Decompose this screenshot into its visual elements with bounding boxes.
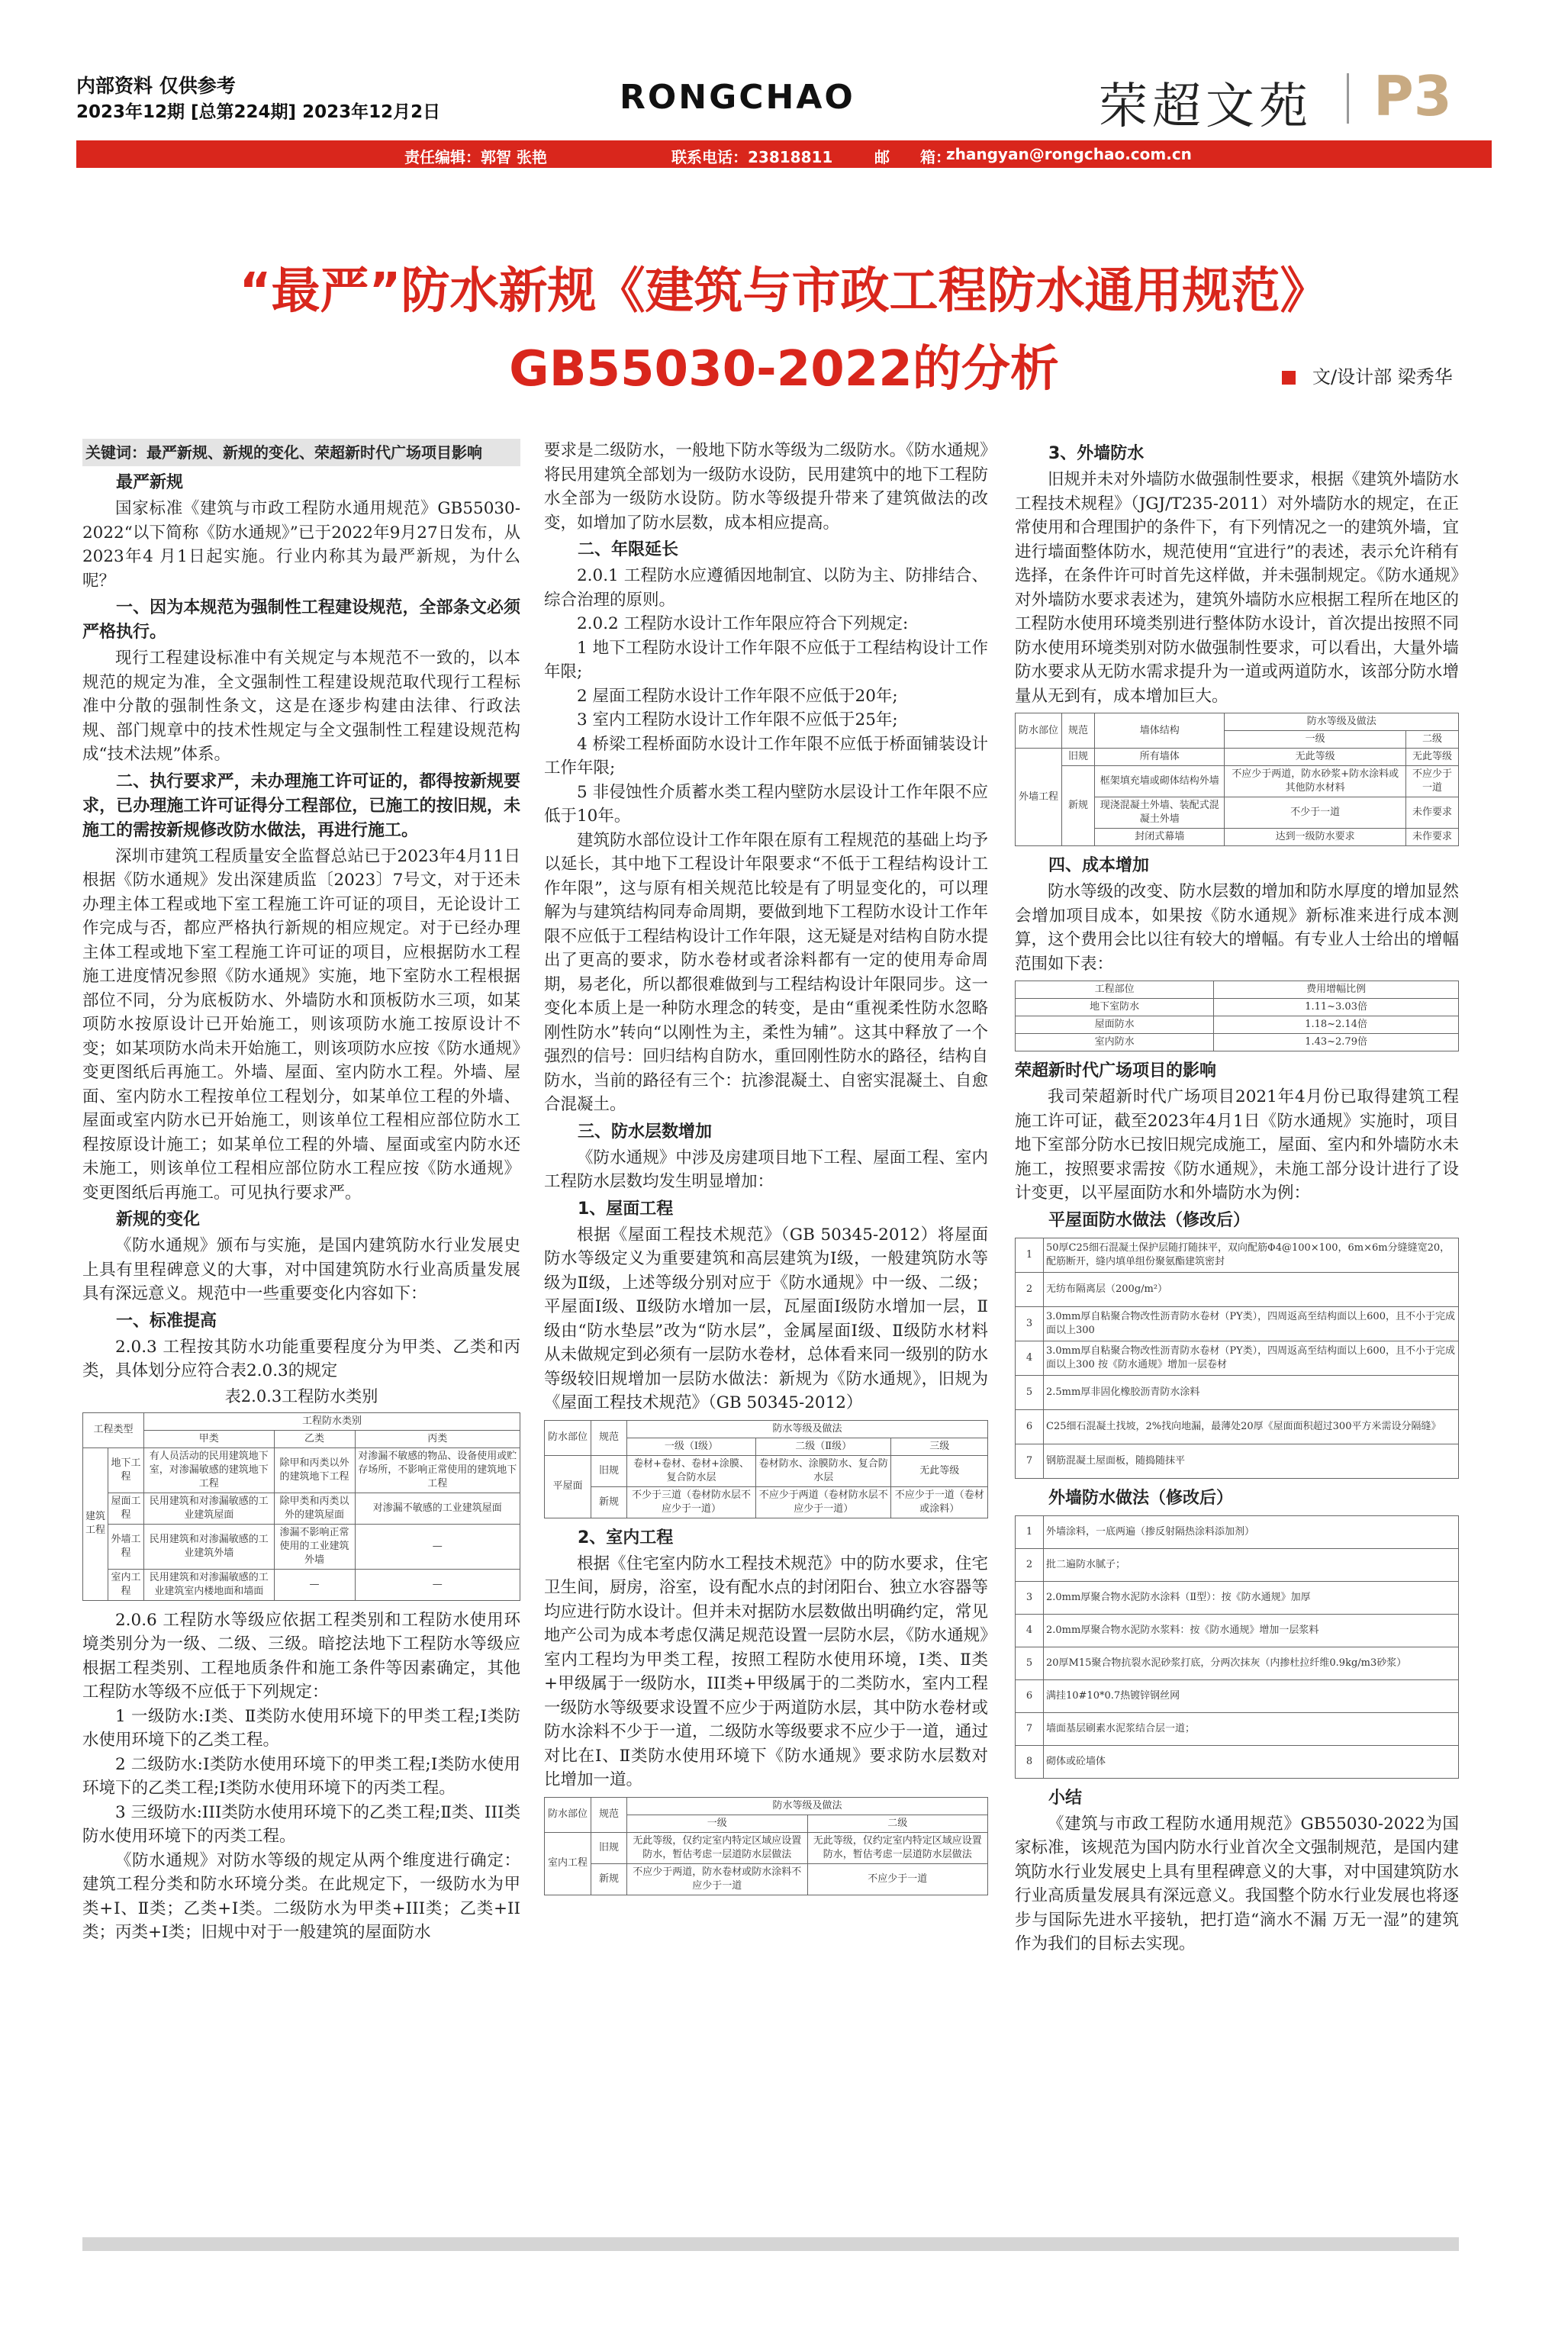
table-cell: 无此等级，仅约定室内特定区域应设置防水，暂估考虑一层道防水层做法 <box>807 1832 988 1863</box>
table-cell: 地下工程 <box>108 1447 144 1493</box>
table-cell: 平屋面 <box>545 1455 591 1518</box>
table-cell: 新规 <box>591 1863 627 1895</box>
table-header: 防水等级及做法 <box>627 1420 988 1438</box>
table-cell: 除甲和丙类以外的建筑地下工程 <box>274 1447 355 1493</box>
table-cell: 不少于三道（卷材防水层不应少于一道） <box>627 1486 756 1518</box>
step-description: C25细石混凝土找坡，2%找向地漏，最薄处20厚《屋面面积超过300平方米需设分隔缝》 <box>1044 1409 1459 1444</box>
table-cell: 除甲类和丙类以外的建筑屋面 <box>274 1493 355 1524</box>
keywords: 关键词：最严新规、新规的变化、荣超新时代广场项目影响 <box>82 439 520 466</box>
step-row <box>1016 1614 1459 1647</box>
paragraph: 2 屋面工程防水设计工作年限不应低于20年; <box>577 686 898 706</box>
heading-1: 一、因为本规范为强制性工程建设规范，全部条文必须严格执行。 <box>82 598 520 642</box>
table-cell: — <box>355 1524 520 1569</box>
step-number: 6 <box>1016 1679 1044 1712</box>
table-cell: 对渗漏不敏感的物品、设备使用或贮存场所，不影响正常使用的建筑地下工程 <box>355 1447 520 1493</box>
step-description: 钢筋混凝土屋面板，随捣随抹平 <box>1044 1444 1459 1478</box>
step-description: 3.0mm厚自粘聚合物改性沥青防水卷材（PY类），四周返高至结构面以上600，且不小于完成面以上300 <box>1044 1306 1459 1341</box>
step-number: 1 <box>1016 1515 1044 1548</box>
step-row <box>1016 1238 1459 1272</box>
table-cell: 封闭式幕墙 <box>1095 829 1225 846</box>
paragraph: 4 桥梁工程桥面防水设计工作年限不应低于桥面铺装设计工作年限; <box>544 734 988 778</box>
step-row <box>1016 1745 1459 1778</box>
step-row <box>1016 1712 1459 1745</box>
step-number: 4 <box>1016 1341 1044 1375</box>
column-1 <box>82 439 520 1945</box>
paragraph: 《防水通规》对防水等级的规定从两个维度进行确定：建筑工程分类和防水环境分类。在此规定下，一级防水为甲类+Ⅰ、Ⅱ类；乙类+Ⅰ类。二级防水为甲类+III类；乙类+II类；丙类+Ⅰ类；旧规中对于一般建筑的屋面防水 <box>82 1850 520 1942</box>
step-description: 批二遍防水腻子； <box>1044 1548 1459 1581</box>
heading-zuiyan: 最严新规 <box>116 473 184 492</box>
table-cell: 室内工程 <box>108 1569 144 1600</box>
paragraph: 1 一级防水:Ⅰ类、Ⅱ类防水使用环境下的甲类工程;Ⅰ类防水使用环境下的乙类工程。 <box>82 1706 520 1750</box>
column-name: 荣超文苑 <box>1099 79 1312 135</box>
column-3 <box>1015 439 1459 1956</box>
step-row <box>1016 1375 1459 1409</box>
table-cell: 渗漏不影响正常使用的工业建筑外墙 <box>274 1524 355 1569</box>
table-cell: 民用建筑和对渗漏敏感的工业建筑外墙 <box>144 1524 275 1569</box>
heading-wall-method: 外墙防水做法（修改后） <box>1048 1488 1234 1508</box>
heading-roof: 1、屋面工程 <box>578 1199 674 1219</box>
table-header: 费用增幅比例 <box>1214 981 1459 999</box>
paragraph: 2.0.1 工程防水应遵循因地制宜、以防为主、防排结合、综合治理的原则。 <box>544 566 988 610</box>
paragraph: 1 地下工程防水设计工作年限不应低于工程结构设计工作年限; <box>544 638 988 681</box>
table-cell: 不应少于一道 <box>807 1863 988 1895</box>
step-number: 7 <box>1016 1444 1044 1478</box>
table-cell: 无此等级，仅约定室内特定区域应设置防水，暂估考虑一层道防水层做法 <box>627 1832 808 1863</box>
table-cell: 屋面防水 <box>1016 1016 1214 1034</box>
paragraph: 3 室内工程防水设计工作年限不应低于25年; <box>577 710 898 729</box>
step-description: 外墙涂料，一底两遍（掺反射隔热涂料添加剂） <box>1044 1515 1459 1548</box>
table-cell: 不应少于两道，防水砂浆+防水涂料或其他防水材料 <box>1225 766 1406 797</box>
step-description: 2.0mm厚聚合物水泥防水涂料（Ⅱ型）：按《防水通规》加厚 <box>1044 1581 1459 1614</box>
step-number: 8 <box>1016 1745 1044 1778</box>
table-indoor-compare <box>544 1797 988 1895</box>
article-title-line2: GB55030-2022的分析 <box>509 341 1059 398</box>
table-cell: 新规 <box>591 1486 627 1518</box>
paragraph: 5 非侵蚀性介质蓄水类工程内壁防水层设计工作年限不应低于10年。 <box>544 782 988 826</box>
brand-logo: RONGCHAO <box>620 78 855 117</box>
table-roof-compare <box>544 1420 988 1518</box>
table-header: 二级（Ⅱ级） <box>755 1438 890 1455</box>
table-cell: 室内防水 <box>1016 1034 1214 1051</box>
table-project-class <box>82 1412 520 1601</box>
table-cell: 外墙工程 <box>108 1524 144 1569</box>
table-cell: 卷材防水、涂膜防水、复合防水层 <box>755 1455 890 1486</box>
paragraph: 2.0.6 工程防水等级应依据工程类别和工程防水使用环境类别分为一级、二级、三级。暗挖法地下工程防水等级应根据工程类别、工程地质条件和施工条件等因素确定，其他工程防水等级不应低于下列规定： <box>82 1610 520 1702</box>
table-header: 防水部位 <box>545 1797 591 1832</box>
table-cell: 未作要求 <box>1405 797 1458 829</box>
author-byline <box>1282 362 1453 388</box>
table-cell: 民用建筑和对渗漏敏感的工业建筑室内楼地面和墙面 <box>144 1569 275 1600</box>
paragraph: 深圳市建筑工程质量安全监督总站已于2023年4月11日根据《防水通规》发出深建质监〔2023〕7号文，对于还未办理主体工程或地下室工程施工许可证的项目，无论设计工作完成与否，都应严格执行新规的相应规定。对于已经办理主体工程或地下室工程施工许可证的项目，应根据防水工程施工进度情况参照《防水通规》实施，地下室防水工程根据部位不同，分为底板防水、外墙防水和顶板防水三项，如某项防水按原设计已开始施工，则该项防水施工按原设计不变；如某项防水尚未开始施工，则该项防水应按《防水通规》变更图纸后再施工。外墙、屋面、室内防水工程。外墙、屋面、室内防水工程按单位工程划分，如某单位工程的外墙、屋面或室内防水已开始施工，则该单位工程相应部位防水工程按原设计施工；如某单位工程的外墙、屋面或室内防水还未施工，则该单位工程相应部位防水工程应按《防水通规》变更图纸后再施工。可见执行要求严。 <box>82 846 520 1203</box>
paragraph: 我司荣超新时代广场项目2021年4月份已取得建筑工程施工许可证，截至2023年4月1日《防水通规》实施时，项目地下室部分防水已按旧规完成施工，屋面、室内和外墙防水未施工，按照要求需按《防水通规》，未施工部分设计进行了设计变更，以平屋面防水和外墙防水为例： <box>1015 1087 1459 1203</box>
step-row <box>1016 1272 1459 1306</box>
table-header: 丙类 <box>355 1430 520 1447</box>
bullet-square-icon <box>1282 371 1296 385</box>
table-header: 乙类 <box>274 1430 355 1447</box>
step-row <box>1016 1647 1459 1679</box>
step-description: 20厚M15聚合物抗裂水泥砂浆打底，分两次抹灰（内掺杜拉纤维0.9kg/m3砂浆） <box>1044 1647 1459 1679</box>
table-wall-steps <box>1015 1515 1459 1779</box>
step-number: 5 <box>1016 1647 1044 1679</box>
heading-standard: 一、标准提高 <box>116 1311 217 1331</box>
step-number: 2 <box>1016 1272 1044 1306</box>
step-row <box>1016 1548 1459 1581</box>
article-title-line1: “最严”防水新规《建筑与市政工程防水通用规范》 <box>239 263 1329 320</box>
paragraph: 《建筑与市政工程防水通用规范》GB55030-2022为国家标准，该规范为国内防水行业首次全文强制规范，是国内建筑防水行业发展史上具有里程碑意义的大事，对中国建筑防水行业高质量发展具有深远意义。我国整个防水行业发展也将逐步与国际先进水平接轨，把打造“滴水不漏 万无一湿”的建筑作为我们的目标去实现。 <box>1015 1814 1459 1953</box>
step-description: 墙面基层刷素水泥浆结合层一道； <box>1044 1712 1459 1745</box>
table-cell: — <box>355 1569 520 1600</box>
table-cell: 框架填充墙或砌体结构外墙 <box>1095 766 1225 797</box>
heading-summary: 小结 <box>1048 1788 1083 1808</box>
heading-change: 新规的变化 <box>116 1210 201 1229</box>
paragraph: 《防水通规》中涉及房建项目地下工程、屋面工程、室内工程防水层数均发生明显增加： <box>544 1148 988 1191</box>
step-description: 满挂10#10*0.7热镀锌钢丝网 <box>1044 1679 1459 1712</box>
step-description: 3.0mm厚自粘聚合物改性沥青防水卷材（PY类），四周返高至结构面以上600，且不小于完成面以上300 按《防水通规》增加一层卷材 <box>1044 1341 1459 1375</box>
paragraph: 要求是二级防水，一般地下防水等级为二级防水。《防水通规》将民用建筑全部划为一级防水设防，民用建筑中的地下工程防水全部为一级防水设防。防水等级提升带来了建筑做法的改变，如增加了防水层数，成本相应提高。 <box>544 441 988 533</box>
table-header: 工程类型 <box>83 1412 144 1447</box>
step-number: 3 <box>1016 1306 1044 1341</box>
table-cell: 有人员活动的民用建筑地下室，对渗漏敏感的建筑地下工程 <box>144 1447 275 1493</box>
table-cell: 无此等级 <box>1405 749 1458 766</box>
paragraph: 防水等级的改变、防水层数的增加和防水厚度的增加显然会增加项目成本，如果按《防水通规》新标准来进行成本测算，这个费用会比以往有较大的增幅。有专业人士给出的增幅范围如下表： <box>1015 882 1459 974</box>
heading-year: 二、年限延长 <box>578 540 679 559</box>
table-cell: 不应少于一道（卷材或涂料） <box>891 1486 988 1518</box>
heading-indoor: 2、室内工程 <box>578 1528 674 1547</box>
table-header: 甲类 <box>144 1430 275 1447</box>
email-text: zhangyan@rongchao.com.cn <box>946 145 1192 163</box>
table-cell: 现浇混凝土外墙、装配式混凝土外墙 <box>1095 797 1225 829</box>
paragraph: 2.0.3 工程按其防水功能重要程度分为甲类、乙类和丙类，具体划分应符合表2.0.3的规定 <box>82 1337 520 1380</box>
table-cell: 卷材+卷材、卷材+涂膜、复合防水层 <box>627 1455 756 1486</box>
heading-cost: 四、成本增加 <box>1048 856 1150 875</box>
table-cell: 室内工程 <box>545 1832 591 1895</box>
table-cell: 旧规 <box>591 1832 627 1863</box>
step-row <box>1016 1581 1459 1614</box>
table-wall-compare <box>1015 713 1459 846</box>
table-header: 工程防水类别 <box>144 1412 520 1430</box>
step-description: 砌体或砼墙体 <box>1044 1745 1459 1778</box>
paragraph: 根据《住宅室内防水工程技术规范》中的防水要求，住宅卫生间，厨房，浴室，设有配水点的封闭阳台、独立水容器等均应进行防水设计。但并未对据防水层数做出明确约定，常见地产公司为成本考虑仅满足规范设置一层防水层，《防水通规》室内工程均为甲类工程，按照工程防水使用环境，Ⅰ类、Ⅱ类+甲级属于一级防水，III类+甲级属于的二类防水，室内工程一级防水等级要求设置不应少于两道防水层，其中防水卷材或防水涂料不少于一道，二级防水等级要求不应少于一道，通过对比在Ⅰ、Ⅱ类防水使用环境下《防水通规》要求防水层数对比增加一道。 <box>544 1554 988 1789</box>
table-cell: 达到一级防水要求 <box>1225 829 1406 846</box>
table-cell: 地下室防水 <box>1016 999 1214 1016</box>
step-number: 1 <box>1016 1238 1044 1272</box>
table-cell: 建筑工程 <box>83 1447 108 1600</box>
table-header: 规范 <box>591 1797 627 1832</box>
paragraph: 《防水通规》颁布与实施，是国内建筑防水行业发展史上具有里程碑意义的大事，对中国建筑防水行业高质量发展具有深远意义。规范中一些重要变化内容如下： <box>82 1236 520 1303</box>
table-cell: 旧规 <box>1062 749 1095 766</box>
table-caption: 表2.0.3工程防水类别 <box>224 1386 378 1406</box>
table-cell: 所有墙体 <box>1095 749 1225 766</box>
paragraph: 2 二级防水:Ⅰ类防水使用环境下的甲类工程;Ⅰ类防水使用环境下的乙类工程;Ⅰ类防水使用环境下的丙类工程。 <box>82 1754 520 1798</box>
paragraph: 3 三级防水:III类防水使用环境下的乙类工程;Ⅱ类、III类防水使用环境下的丙类工程。 <box>82 1802 520 1846</box>
step-description: 2.0mm厚聚合物水泥防水浆料：按《防水通规》增加一层浆料 <box>1044 1614 1459 1647</box>
table-cell: 新规 <box>1062 766 1095 846</box>
step-number: 2 <box>1016 1548 1044 1581</box>
step-description: 50厚C25细石混凝土保护层随打随抹平，双向配筋Φ4@100×100，6m×6m分缝缝宽20，配筋断开，缝内填单组份聚氨酯建筑密封 <box>1044 1238 1459 1272</box>
page-number: P3 <box>1373 64 1452 128</box>
table-cell: 外墙工程 <box>1016 749 1062 846</box>
step-row <box>1016 1444 1459 1478</box>
issue-date: 2023年12期 [总第224期] 2023年12月2日 <box>76 102 441 122</box>
table-header: 防水部位 <box>545 1420 591 1455</box>
step-number: 7 <box>1016 1712 1044 1745</box>
divider <box>1347 73 1349 124</box>
table-cell: — <box>274 1569 355 1600</box>
table-cell: 1.11~3.03倍 <box>1214 999 1459 1016</box>
table-header: 二级 <box>807 1815 988 1832</box>
author-text: 文/设计部 梁秀华 <box>1312 366 1453 388</box>
paragraph: 根据《屋面工程技术规范》（GB 50345-2012）将屋面防水等级定义为重要建筑和高层建筑为Ⅰ级，一般建筑防水等级为Ⅱ级，上述等级分别对应于《防水通规》中一级、二级；平屋面Ⅰ级、Ⅱ级防水增加一层，瓦屋面Ⅰ级防水增加一层，Ⅱ级由“防水垫层”改为“防水层”，金属屋面Ⅰ级、Ⅱ级防水材料从未做规定到必须有一层防水卷材，总体看来同一级别的防水等级较旧规增加一层防水做法：新规为《防水通规》，旧规为《屋面工程技术规范》（GB 50345-2012） <box>544 1225 988 1412</box>
heading-project: 荣超新时代广场项目的影响 <box>1015 1061 1217 1080</box>
step-description: 无纺布隔离层（200g/m²） <box>1044 1272 1459 1306</box>
paragraph: 国家标准《建筑与市政工程防水通用规范》GB55030-2022“以下简称《防水通规》”已于2022年9月27日发布，从2023年4 月1日起实施。行业内称其为最严新规，为什么呢？ <box>82 499 520 591</box>
step-row <box>1016 1409 1459 1444</box>
heading-layer: 三、防水层数增加 <box>578 1122 713 1142</box>
table-header: 防水部位 <box>1016 713 1062 749</box>
step-row <box>1016 1679 1459 1712</box>
table-header: 工程部位 <box>1016 981 1214 999</box>
editor-text: 责任编辑：郭智 张艳 <box>404 148 547 166</box>
table-cell: 对渗漏不敏感的工业建筑屋面 <box>355 1493 520 1524</box>
table-cell: 无此等级 <box>891 1455 988 1486</box>
table-cell: 旧规 <box>591 1455 627 1486</box>
table-header: 防水等级及做法 <box>1225 713 1459 731</box>
heading-wall: 3、外墙防水 <box>1048 444 1145 463</box>
table-header: 一级（Ⅰ级） <box>627 1438 756 1455</box>
table-header: 防水等级及做法 <box>627 1797 988 1815</box>
table-header: 二级 <box>1405 731 1458 749</box>
heading-roof-method: 平屋面防水做法（修改后） <box>1048 1210 1251 1230</box>
step-row <box>1016 1341 1459 1375</box>
table-header: 一级 <box>1225 731 1406 749</box>
table-header: 墙体结构 <box>1095 713 1225 749</box>
table-cell: 民用建筑和对渗漏敏感的工业建筑屋面 <box>144 1493 275 1524</box>
mail-label: 邮 箱： <box>874 148 951 166</box>
step-row <box>1016 1515 1459 1548</box>
heading-2: 二、执行要求严，未办理施工许可证的，都得按新规要求，已办理施工许可证得分工程部位，已施工的按旧规，未施工的需按新规修改防水做法，再进行施工。 <box>82 771 520 840</box>
table-cell: 不应少于两道，防水卷材或防水涂料不应少于一道 <box>627 1863 808 1895</box>
paragraph: 旧规并未对外墙防水做强制性要求，根据《建筑外墙防水工程技术规程》（JGJ/T235-2011）对外墙防水的规定，在正常使用和合理围护的条件下，有下列情况之一的建筑外墙，宜进行墙面整体防水，规范使用“宜进行”的表述，表示允许稍有选择，在条件许可时首先这样做，并未强制规定。《防水通规》对外墙防水要求表述为，建筑外墙防水应根据工程所在地区的工程防水使用环境类别进行整体防水设计，首次提出按照不同防水使用环境类别对防水做强制性要求，可以看出，大量外墙防水要求从无防水需求提升为一道或两道防水，该部分防水增量从无到有，成本增加巨大。 <box>1015 470 1459 706</box>
table-cell: 1.43~2.79倍 <box>1214 1034 1459 1051</box>
editor-bar <box>76 140 1492 168</box>
step-number: 5 <box>1016 1375 1044 1409</box>
table-cell: 未作要求 <box>1405 829 1458 846</box>
table-header: 一级 <box>627 1815 808 1832</box>
step-number: 4 <box>1016 1614 1044 1647</box>
table-cost-increase <box>1015 981 1459 1051</box>
step-number: 3 <box>1016 1581 1044 1614</box>
table-cell: 1.18~2.14倍 <box>1214 1016 1459 1034</box>
table-cell: 无此等级 <box>1225 749 1406 766</box>
table-cell: 不少于一道 <box>1225 797 1406 829</box>
table-header: 三级 <box>891 1438 988 1455</box>
step-description: 2.5mm厚非固化橡胶沥青防水涂料 <box>1044 1375 1459 1409</box>
internal-notice: 内部资料 仅供参考 <box>76 75 236 97</box>
paragraph: 建筑防水部位设计工作年限在原有工程规范的基础上均予以延长，其中地下工程设计年限要求“不低于工程结构设计工作年限”，这与原有相关规范比较是有了明显变化的，可以理解为与建筑结构同寿命周期，要做到地下工程防水设计工作年限不应低于工程结构设计工作年限，这无疑是对结构自防水提出了更高的要求，防水卷材或者涂料都有一定的使用寿命周期，易老化，所以都很难做到与工程结构设计年限同步。这一变化本质上是一种防水理念的转变，是由“重视柔性防水忽略刚性防水”转向“以刚性为主，柔性为辅”。这其中释放了一个强烈的信号：回归结构自防水，重回刚性防水的路径，结构自防水，当前的路径有三个：抗渗混凝土、自密实混凝土、自愈合混凝土。 <box>544 830 988 1114</box>
table-cell: 屋面工程 <box>108 1493 144 1524</box>
masthead-info <box>76 73 440 125</box>
step-number: 6 <box>1016 1409 1044 1444</box>
column-2 <box>544 439 988 1903</box>
table-cell: 不应少于一道 <box>1405 766 1458 797</box>
table-header: 规范 <box>591 1420 627 1455</box>
paragraph: 现行工程建设标准中有关规定与本规范不一致的，以本规范的规定为准，全文强制性工程建设规范取代现行工程标准中分散的强制性条文，这是在逐步构建由法律、行政法规、部门规章中的技术性规定与全文强制性工程建设规范构成“技术法规”体系。 <box>82 649 520 764</box>
paragraph: 2.0.2 工程防水设计工作年限应符合下列规定: <box>577 614 909 633</box>
step-row <box>1016 1306 1459 1341</box>
phone-text: 联系电话：23818811 <box>671 148 833 166</box>
table-cell: 不应少于两道（卷材防水层不应少于一道） <box>755 1486 890 1518</box>
table-roof-steps <box>1015 1238 1459 1479</box>
table-header: 规范 <box>1062 713 1095 749</box>
footer-bar <box>82 2237 1459 2251</box>
